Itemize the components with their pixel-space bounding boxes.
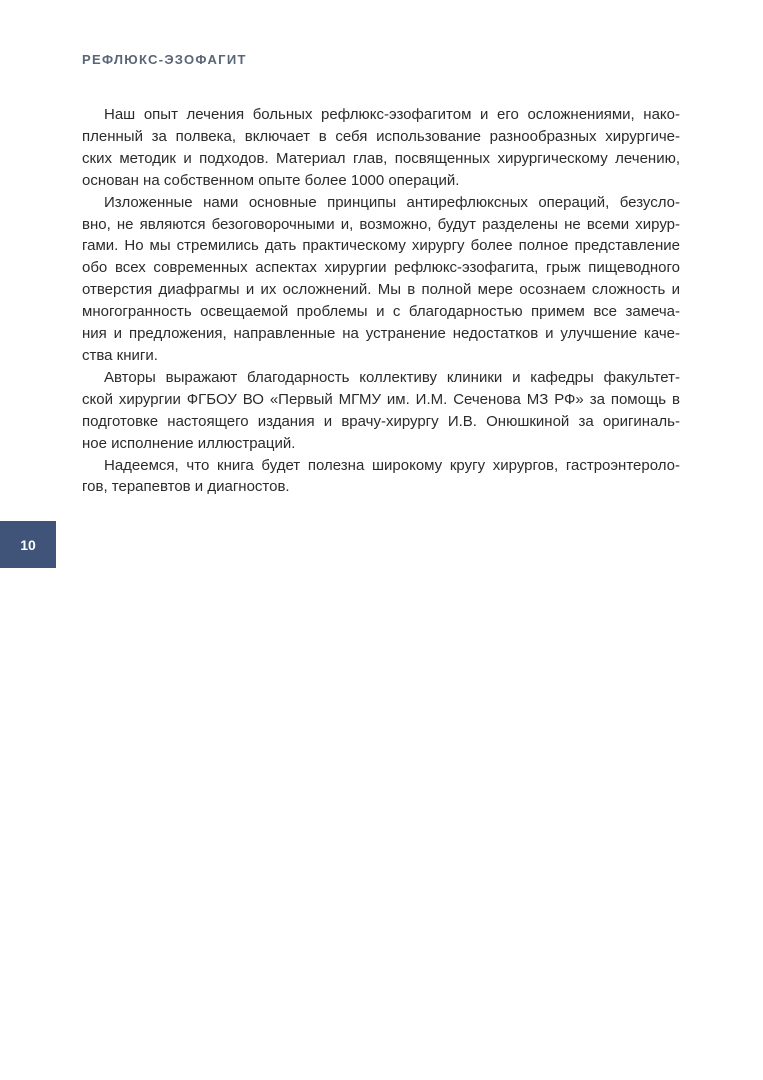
text-line: ства книги. (82, 346, 158, 364)
body-text (82, 104, 680, 498)
text-line: Авторы выражают благодарность коллективу клиники и кафедры факультет- (104, 368, 680, 386)
paragraph-4 (82, 455, 680, 499)
text-line: основан на собственном опыте более 1000 операций. (82, 171, 460, 189)
text-line: ских методик и подходов. Материал глав, посвященных хирургическому лечению, (82, 149, 680, 167)
text-line: вно, не являются безоговорочными и, возможно, будут разделены не всеми хирур- (82, 215, 680, 233)
text-line: ской хирургии ФГБОУ ВО «Первый МГМУ им. И.М. Сеченова МЗ РФ» за помощь в (82, 390, 680, 408)
page-number-tab (0, 521, 56, 568)
text-line: гами. Но мы стремились дать практическому хирургу более полное представление (82, 237, 680, 255)
paragraph-2 (82, 192, 680, 367)
paragraph-3 (82, 367, 680, 455)
running-header: РЕФЛЮКС-ЭЗОФАГИТ (82, 52, 247, 67)
text-line: Надеемся, что книга будет полезна широкому кругу хирургов, гастроэнтероло- (104, 456, 680, 474)
text-line: обо всех современных аспектах хирургии рефлюкс-эзофагита, грыж пищеводного (82, 259, 680, 277)
text-line: ное исполнение иллюстраций. (82, 434, 296, 452)
text-line: отверстия диафрагмы и их осложнений. Мы в полной мере осознаем сложность и (82, 281, 680, 299)
paragraph-1 (82, 104, 680, 192)
page-number: 10 (20, 536, 36, 553)
text-line: подготовке настоящего издания и врачу-хирургу И.В. Онюшкиной за оригиналь- (82, 412, 680, 430)
text-line: ния и предложения, направленные на устранение недостатков и улучшение каче- (82, 325, 680, 343)
text-line: пленный за полвека, включает в себя использование разнообразных хирургиче- (82, 127, 680, 145)
text-line: многогранность освещаемой проблемы и с благодарностью примем все замеча- (82, 303, 680, 321)
text-line: Наш опыт лечения больных рефлюкс-эзофагитом и его осложнениями, нако- (104, 106, 680, 123)
text-line: Изложенные нами основные принципы антирефлюксных операций, безусло- (104, 193, 680, 211)
text-line: гов, терапевтов и диагностов. (82, 478, 290, 496)
